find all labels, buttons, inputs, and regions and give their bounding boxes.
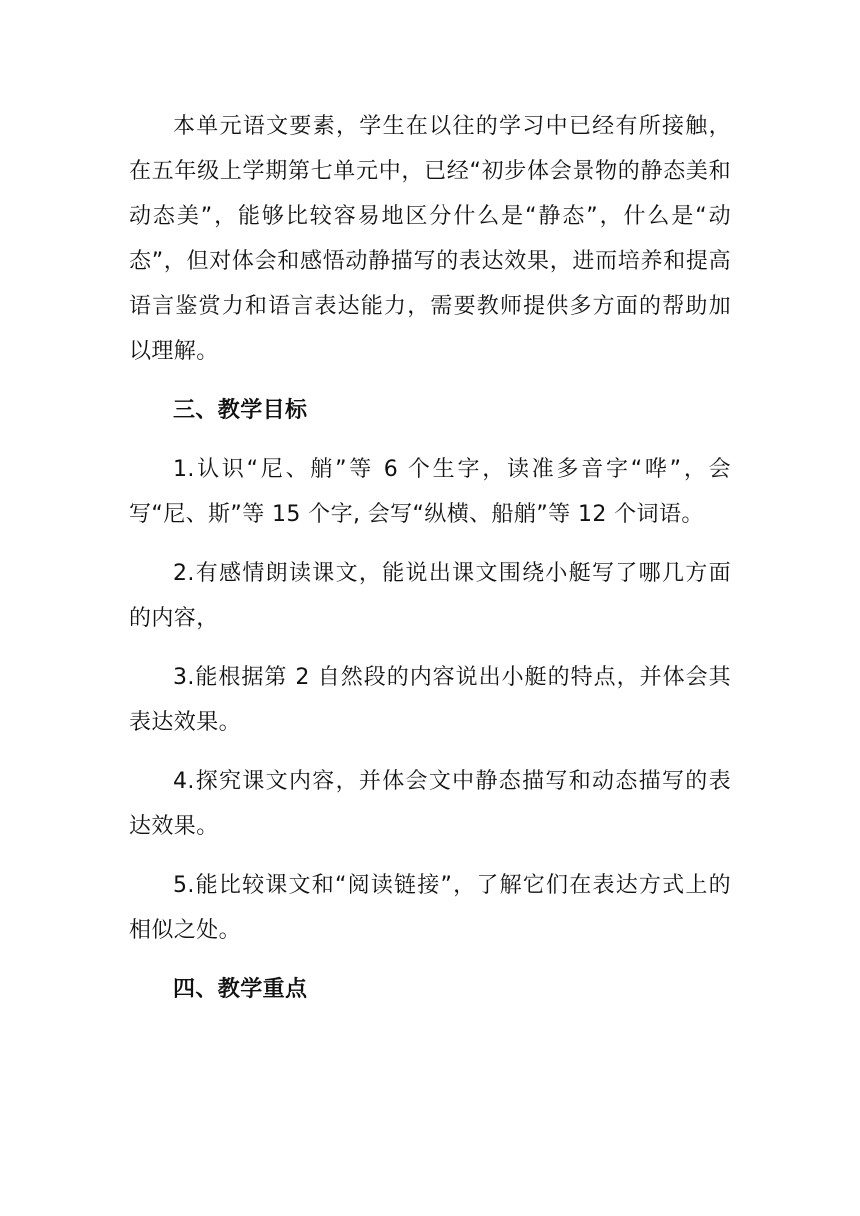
- document-body: [129, 104, 731, 1012]
- goal-item-3: 3.能根据第 2 自然段的内容说出小艇的特点，并体会其表达效果。: [129, 665, 731, 735]
- goal-item-5: 5.能比较课文和“阅读链接”，了解它们在表达方式上的相似之处。: [129, 873, 731, 943]
- section-heading-teaching-focus: 四、教学重点: [173, 977, 308, 1002]
- goal-item-4: 4.探究课文内容，并体会文中静态描写和动态描写的表达效果。: [129, 769, 731, 839]
- section-heading-teaching-goals: 三、教学目标: [173, 398, 308, 423]
- goal-item-2: 2.有感情朗读课文，能说出课文围绕小艇写了哪几方面的内容，: [129, 561, 731, 631]
- intro-paragraph: 本单元语文要素，学生在以往的学习中已经有所接触，在五年级上学期第七单元中，已经“初步体会景物的静态美和动态美”，能够比较容易地区分什么是“静态”，什么是“动态”，但对体会和感悟动静描写的表达效果，进而培养和提高语言鉴赏力和语言表达能力，需要教师提供多方面的帮助加以理解。: [129, 114, 731, 364]
- goal-item-1: 1.认识“尼、艄”等 6 个生字，读准多音字“哗”，会写“尼、斯”等 15 个字, 会写“纵横、船艄”等 12 个词语。: [129, 457, 731, 527]
